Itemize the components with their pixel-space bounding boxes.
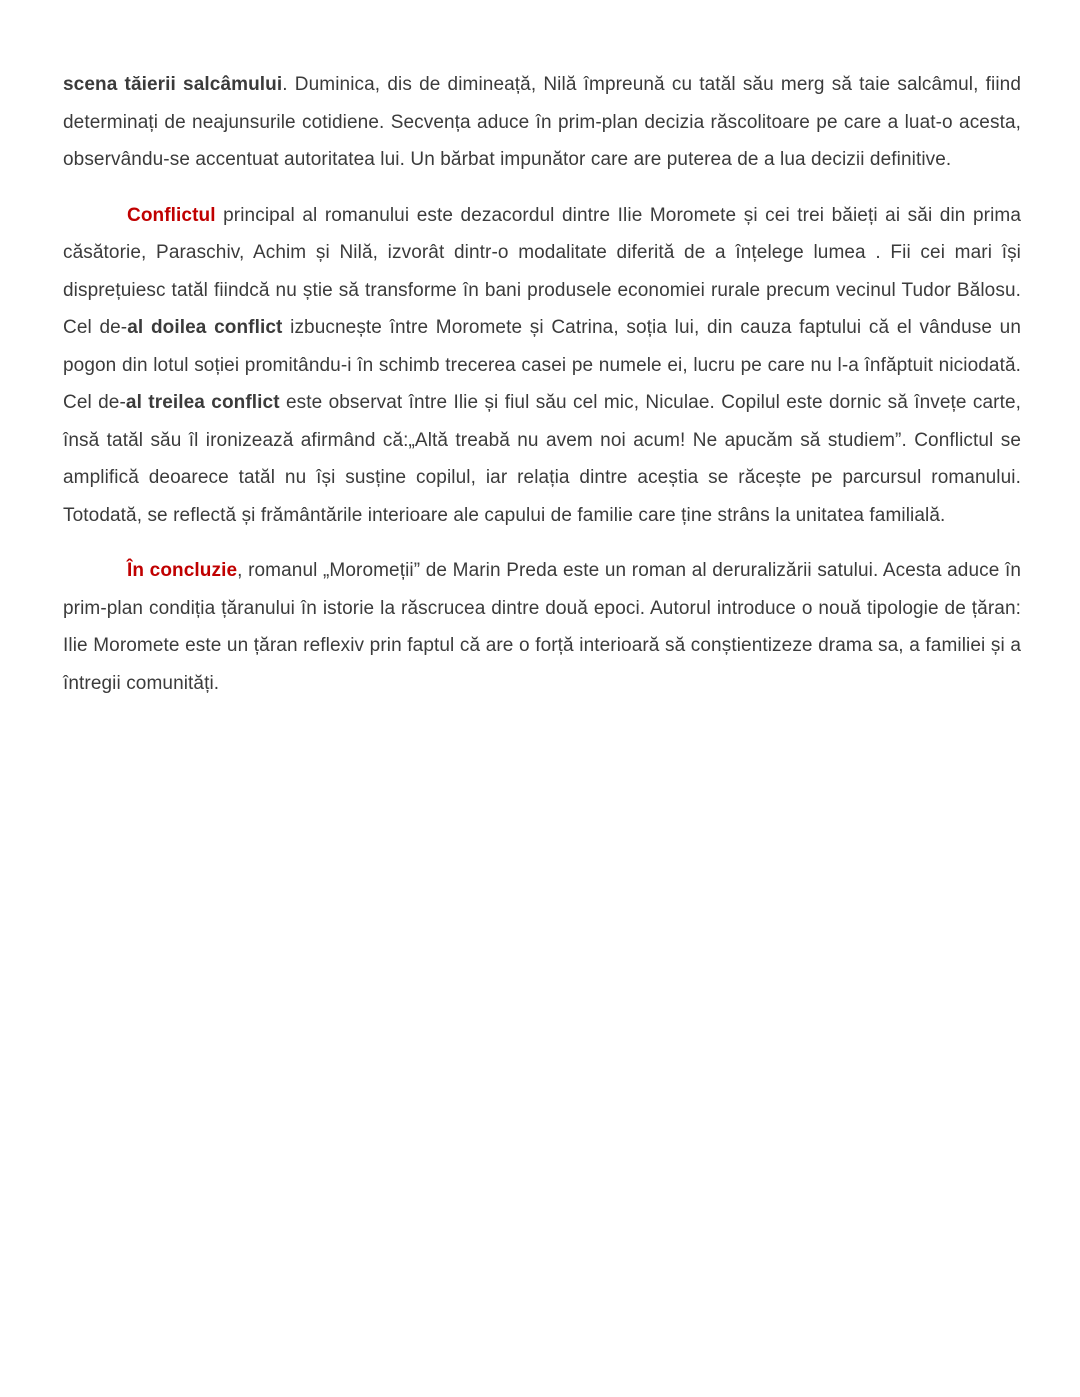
text-run: al treilea conflict (125, 392, 280, 413)
document-body (63, 66, 1021, 702)
text-run: . Duminica, dis de dimineață, Nilă împreună cu tatăl său merg să taie salcâmul, fiind determinați de neajunsurile cotidiene. Secvența aduce în prim-plan decizia răscolitoare pe care a luat-o acesta, observându-se accentuat autoritatea lui. Un bărbat impunător care are puterea de a lua decizii definitive. (63, 74, 1021, 170)
text-run: , romanul „Moromeții” de Marin Preda este un roman al deruralizării satului. Acesta aduce în prim-plan condiția țăranului în istorie la răscrucea dintre două epoci. Autorul introduce o nouă tipologie de țăran: Ilie Moromete este un țăran reflexiv prin faptul că are o forță interioară să conștientizeze drama sa, a familiei și a întregii comunități. (63, 560, 1021, 694)
paragraph (63, 66, 1021, 179)
text-run: În concluzie (127, 560, 238, 581)
text-run: este observat între Ilie și fiul său cel mic, Niculae. Copilul este dornic să învețe carte, însă tatăl său îl ironizează afirmând că:„Altă treabă nu avem noi acum! Ne apucăm să studiem”. Conflictul se amplifică deoarece tatăl nu își susține copilul, iar relația dintre aceștia se răcește pe parcursul romanului. Totodată, se reflectă și frământările interioare ale capului de familie care ține strâns la unitatea familială. (63, 392, 1022, 526)
paragraph (63, 197, 1021, 535)
text-run: Conflictul (127, 204, 216, 226)
text-run: scena tăierii salcâmului (63, 74, 283, 95)
text-run: izbucnește între Moromete și Catrina, soția lui, din cauza faptului că el vânduse un pogon din lotul soției promitându-i în schimb trecerea casei pe numele ei, lucru pe care nu l-a înfăptuit niciodată. Cel de- (63, 317, 1021, 413)
text-run: principal al romanului este dezacordul dintre Ilie Moromete și cei trei băieți ai săi din prima căsătorie, Paraschiv, Achim și Nilă, izvorât dintr-o modalitate diferită de a înțelege lumea . Fii cei mari își disprețuiesc tatăl fiindcă nu știe să transforme în bani produsele economiei rurale precum vecinul Tudor Bălosu. Cel de- (63, 204, 1021, 338)
paragraph (63, 552, 1021, 702)
text-run: al doilea conflict (127, 317, 283, 338)
